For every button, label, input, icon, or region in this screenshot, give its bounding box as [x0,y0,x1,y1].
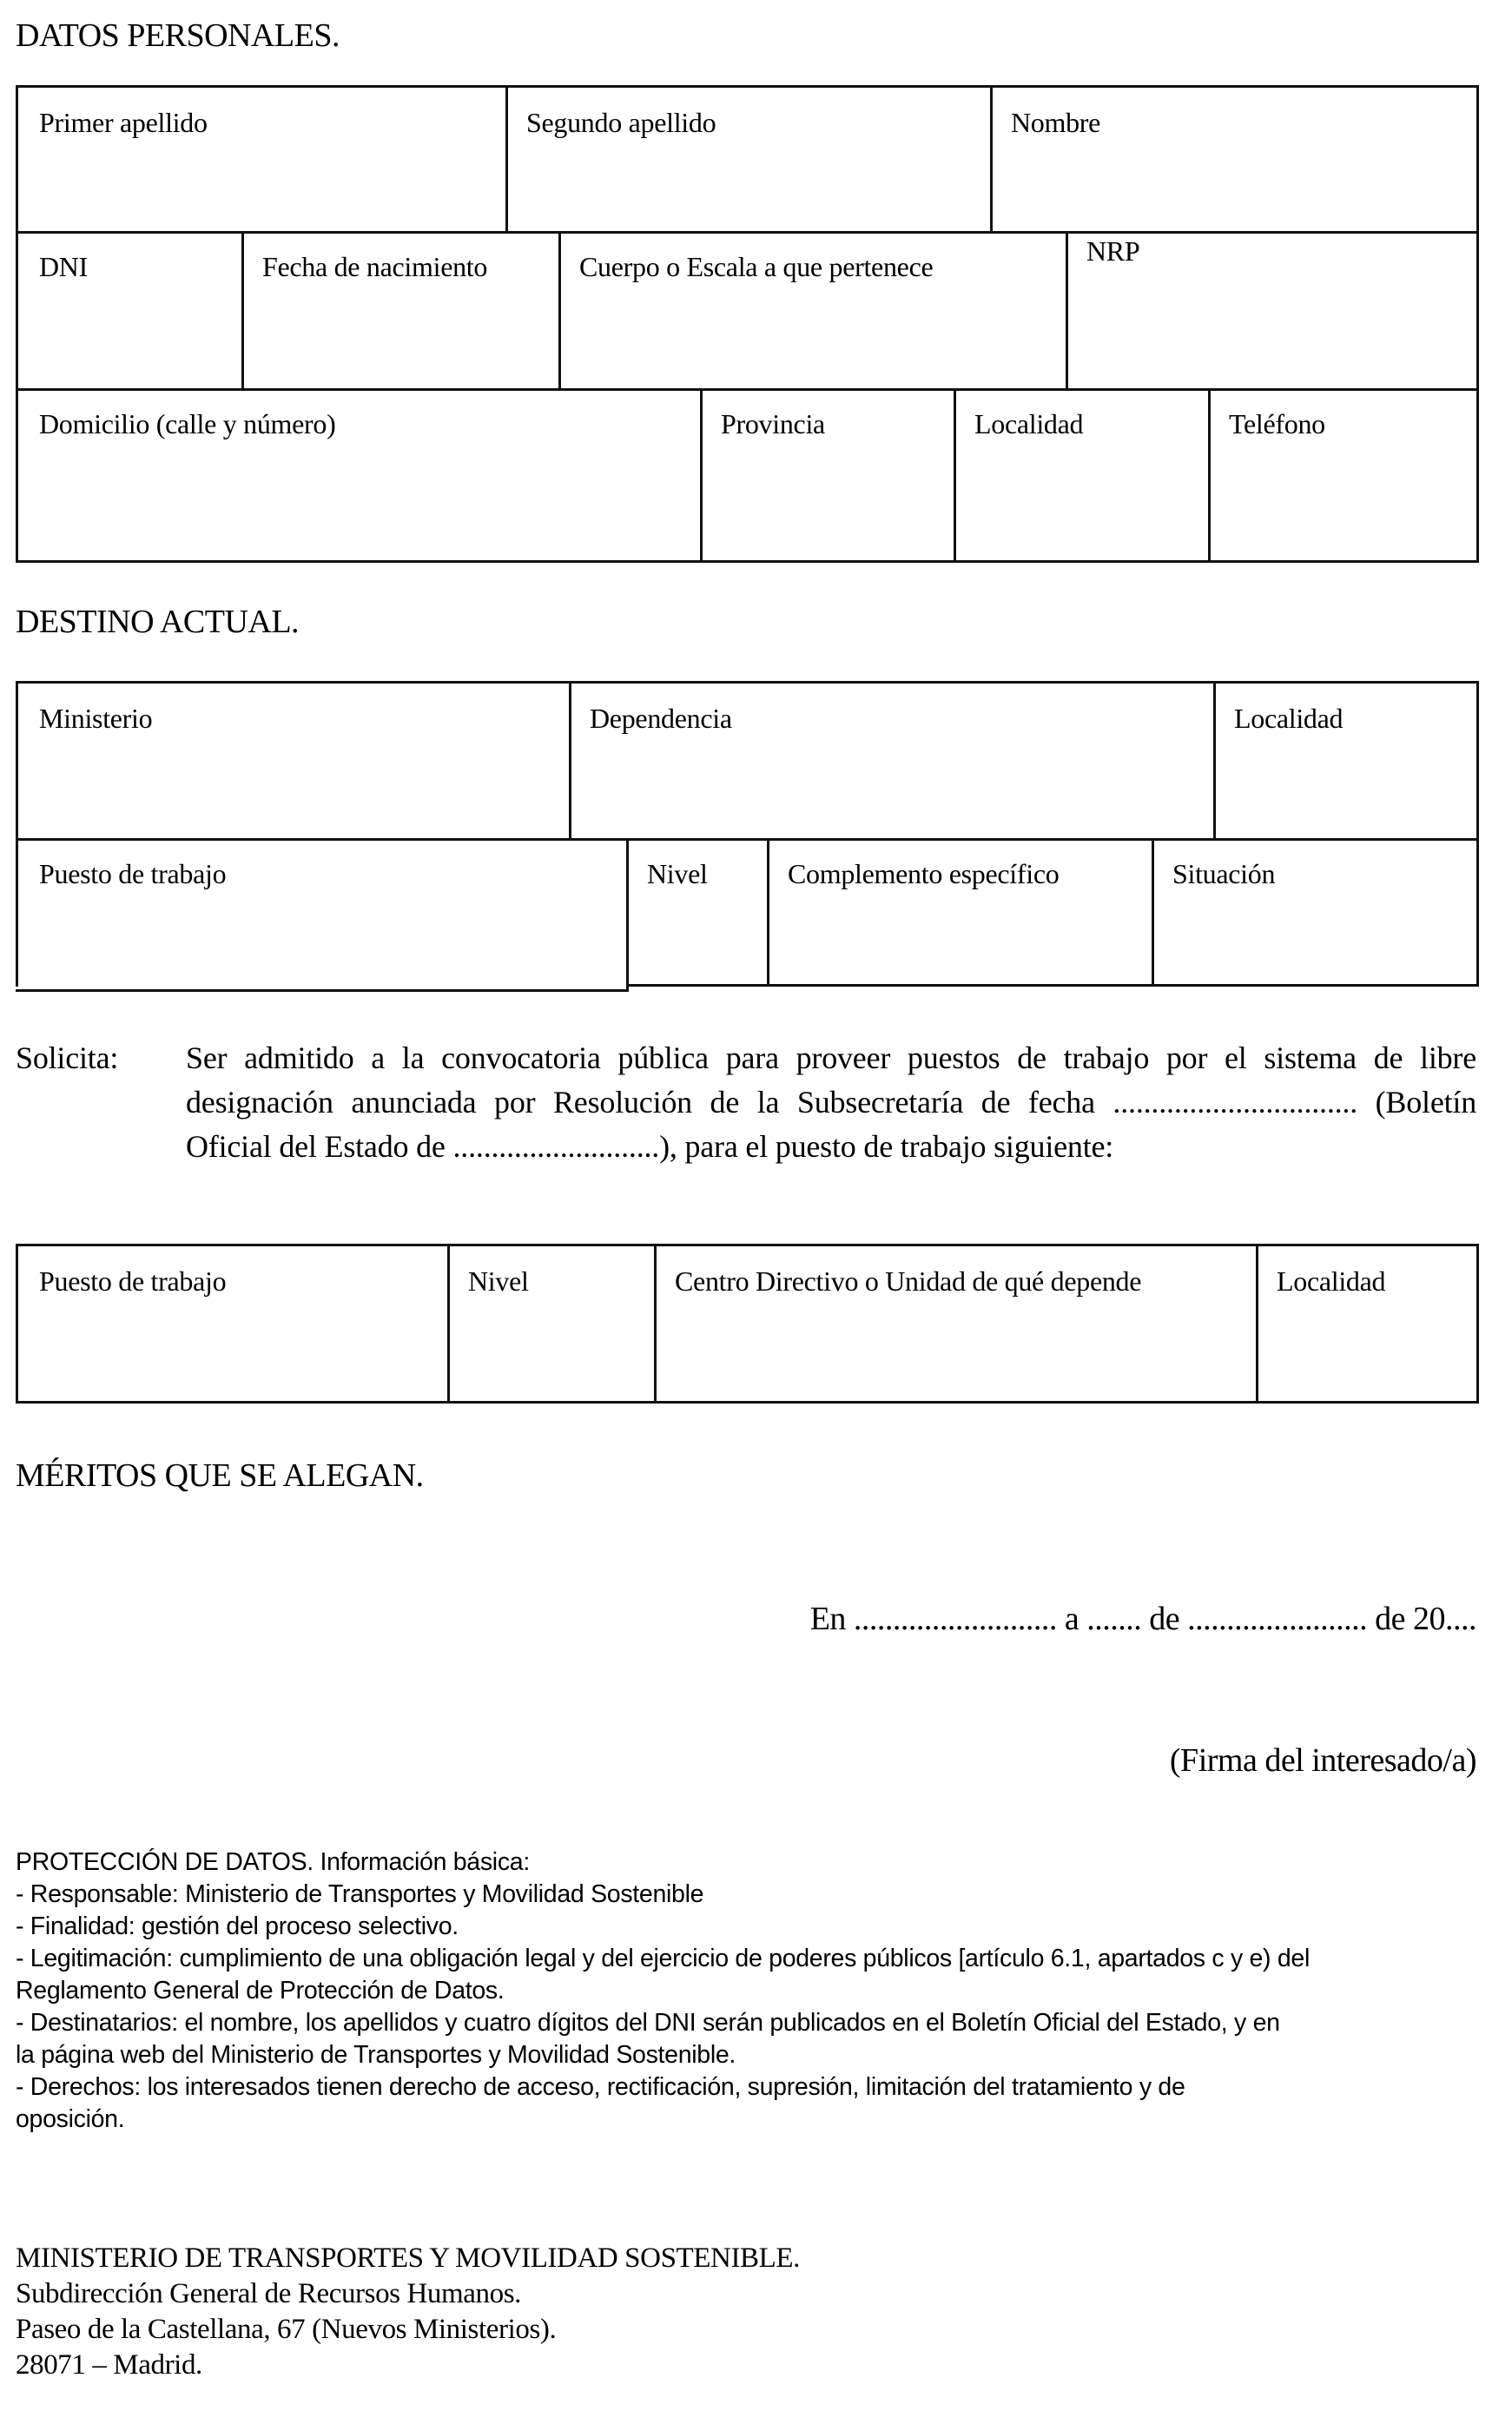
section-title-current-post: DESTINO ACTUAL. [16,604,300,640]
data-protection-line: oposición. [16,2105,125,2133]
label: Domicilio (calle y número) [39,408,336,439]
label: Situación [1172,858,1276,889]
label: Nivel [647,858,708,889]
section-title-merits: MÉRITOS QUE SE ALEGAN. [16,1457,424,1494]
label: Nivel [468,1265,529,1297]
label: Puesto de trabajo [39,1265,227,1297]
recipient-address [16,2241,800,2383]
data-protection-line: - Destinatarios: el nombre, los apellidos y cuatro dígitos del DNI serán publicados en el Boletín Oficial del Estado, y en [16,2009,1280,2037]
label: Fecha de nacimiento [262,251,488,282]
date-place-line: En .......................... a ....... de ....................... de 20.... [809,1601,1476,1637]
request-line-1: Ser admitido a la convocatoria pública para proveer puestos de trabajo por el sistema de libre [186,1040,1476,1075]
label: Teléfono [1229,408,1325,439]
address-ministry: MINISTERIO DE TRANSPORTES Y MOVILIDAD SOSTENIBLE. [16,2243,801,2274]
label: Complemento específico [788,858,1060,889]
label: Localidad [974,408,1084,439]
label: Provincia [721,408,825,439]
label: Dependencia [590,703,732,734]
label: NRP [1086,235,1140,267]
label: Segundo apellido [526,107,716,138]
current-post-table [16,681,1479,987]
request-line-2: designación anunciada por Resolución de la Subsecretaría de fecha ................................ (Boletín [186,1085,1476,1120]
label: Puesto de trabajo [39,858,227,889]
label: Ministerio [39,703,153,734]
data-protection-line: - Legitimación: cumplimiento de una obligación legal y del ejercicio de poderes públicos [artículo 6.1, apartados c y e) del [16,1945,1311,1972]
request-label: Solicita: [16,1040,119,1075]
label: Centro Directivo o Unidad de qué depende [675,1265,1142,1297]
address-department: Subdirección General de Recursos Humanos. [16,2278,522,2309]
data-protection-line: - Finalidad: gestión del proceso selectivo. [16,1912,459,1940]
data-protection-title: PROTECCIÓN DE DATOS. Información básica: [16,1848,530,1876]
signature-label: (Firma del interesado/a) [1169,1742,1476,1779]
address-street: Paseo de la Castellana, 67 (Nuevos Ministerios). [16,2314,557,2345]
label: DNI [39,251,88,282]
label: Cuerpo o Escala a que pertenece [579,251,934,282]
address-city: 28071 – Madrid. [16,2349,202,2381]
label: Localidad [1277,1265,1386,1297]
requested-post-table [16,1244,1479,1404]
label: Nombre [1011,107,1101,138]
request-line-3: Oficial del Estado de ...........................), para el puesto de trabajo siguiente: [186,1129,1114,1164]
data-protection-line: la página web del Ministerio de Transportes y Movilidad Sostenible. [16,2041,736,2069]
personal-data-table [16,85,1479,563]
section-title-personal-data: DATOS PERSONALES. [16,17,340,54]
data-protection-line: - Derechos: los interesados tienen derecho de acceso, rectificación, supresión, limitación del tratamiento y de [16,2073,1185,2101]
data-protection-line: Reglamento General de Protección de Datos. [16,1977,505,2005]
data-protection-line: - Responsable: Ministerio de Transportes y Movilidad Sostenible [16,1880,704,1908]
request-text [186,1036,1476,1169]
label: Localidad [1234,703,1344,734]
data-protection-notice [16,1846,1310,2136]
label: Primer apellido [39,107,208,138]
